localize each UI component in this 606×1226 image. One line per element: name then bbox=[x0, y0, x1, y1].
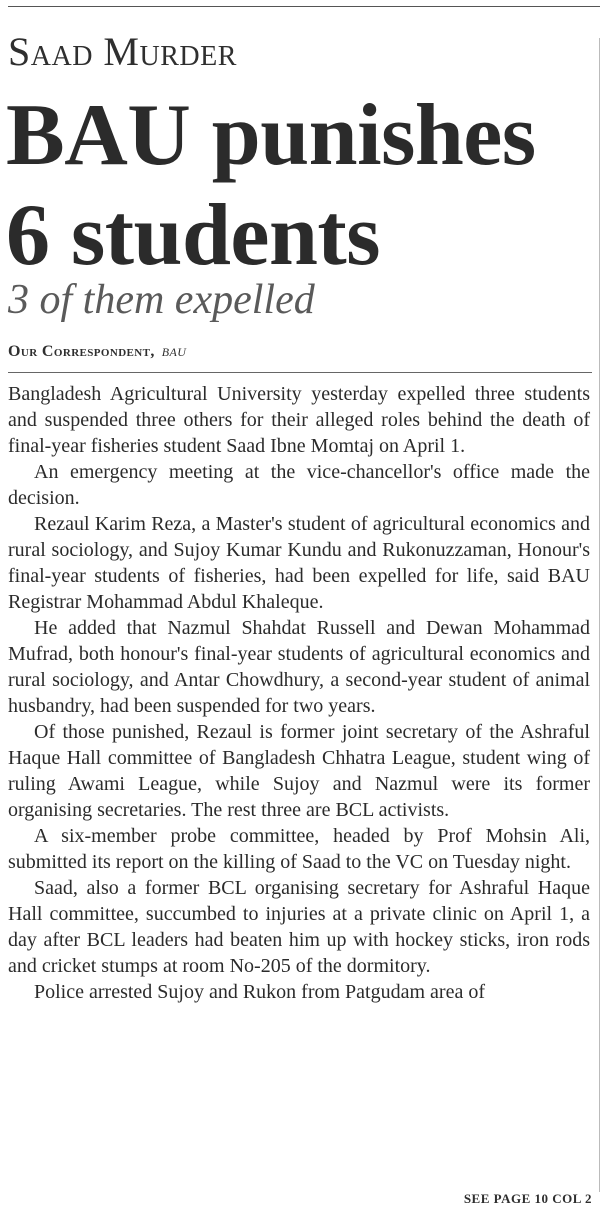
paragraph: An emergency meeting at the vice-chancellor's office made the decision. bbox=[8, 461, 590, 509]
headline bbox=[6, 86, 601, 286]
subheadline: 3 of them expelled bbox=[8, 277, 315, 323]
byline bbox=[8, 342, 186, 362]
top-rule bbox=[8, 6, 600, 7]
byline-rule bbox=[8, 372, 592, 373]
paragraph: Saad, also a former BCL organising secretary for Ashraful Haque Hall committee, succumbed to injuries at a private clinic on April 1, a day after BCL leaders had beaten him up with hockey sticks, iron rods and cricket stumps at room No-205 of the dormitory. bbox=[8, 877, 590, 977]
paragraph: Of those punished, Rezaul is former joint secretary of the Ashraful Haque Hall committee of Bangladesh Chhatra League, student wing of ruling Awami League, while Sujoy and Nazmul were its former organising secretaries. The rest three are BCL activists. bbox=[8, 721, 590, 821]
headline-line-1: BAU punishes bbox=[6, 87, 536, 184]
article-body bbox=[8, 381, 590, 1005]
kicker: Saad Murder bbox=[8, 29, 237, 74]
byline-location: BAU bbox=[161, 345, 187, 359]
headline-line-2: 6 students bbox=[6, 187, 380, 284]
jump-line: SEE PAGE 10 COL 2 bbox=[463, 1191, 592, 1206]
byline-name: Our Correspondent, bbox=[8, 343, 155, 360]
paragraph: A six-member probe committee, headed by Prof Mohsin Ali, submitted its report on the killing of Saad to the VC on Tuesday night. bbox=[8, 825, 590, 873]
paragraph: He added that Nazmul Shahdat Russell and Dewan Mohammad Mufrad, both honour's final-year students of agricultural economics and rural sociology, and Antar Chowdhury, a second-year student of animal husbandry, had been suspended for two years. bbox=[8, 617, 590, 717]
paragraph: Rezaul Karim Reza, a Master's student of agricultural economics and rural sociology, and Sujoy Kumar Kundu and Rukonuzzaman, Honour's final-year students of fisheries, had been expelled for life, said BAU Registrar Mohammad Abdul Khaleque. bbox=[8, 513, 590, 613]
paragraph: Police arrested Sujoy and Rukon from Patgudam area of bbox=[34, 981, 485, 1003]
paragraph: Bangladesh Agricultural University yesterday expelled three students and suspended three others for their alleged roles behind the death of final-year fisheries student Saad Ibne Momtaj on April 1. bbox=[8, 383, 590, 457]
